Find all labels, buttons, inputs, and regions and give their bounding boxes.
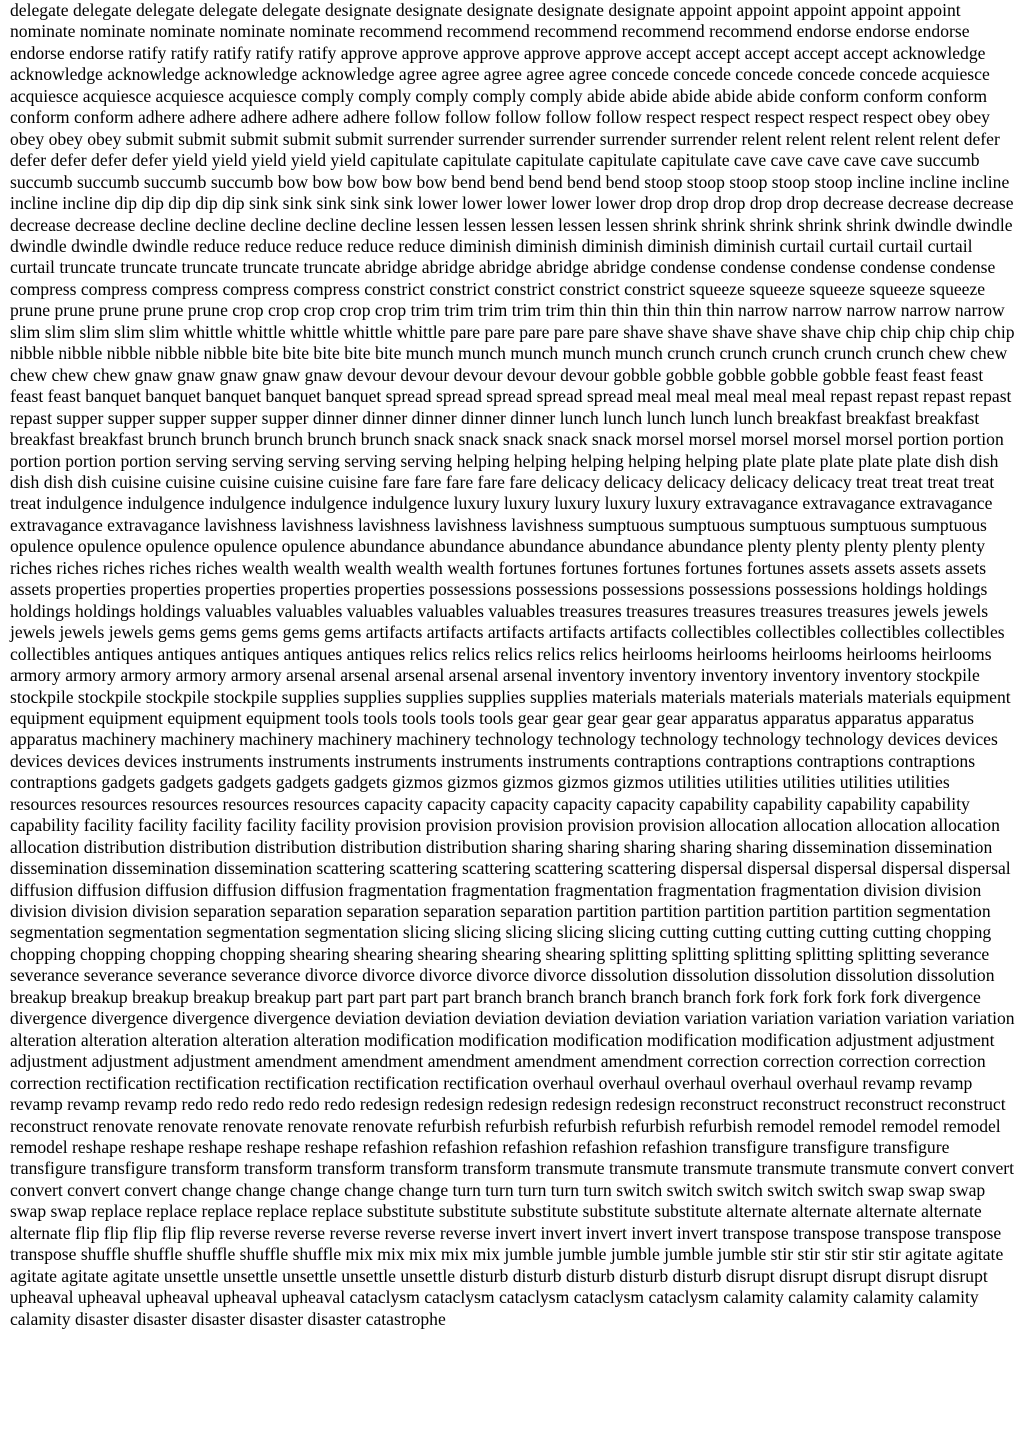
document-body-text: delegate delegate delegate delegate delegate designate designate designate designate designate appoint appoint appoint appoint appoint nominate nominate nominate nominate nominate recommend recommend recommend recommend recommend endorse endorse endorse endorse endorse ratify ratify ratify ratify ratify approve approve approve approve approve accept accept accept accept accept acknowledge acknowledge acknowledge acknowledge acknowledge agree agree agree agree agree concede concede concede concede concede acquiesce acquiesce acquiesce acquiesce acquiesce comply comply comply comply comply abide abide abide abide abide conform conform conform conform conform adhere adhere adhere adhere adhere follow follow follow follow follow respect respect respect respect respect obey obey obey obey obey submit submit submit submit submit surrender surrender surrender surrender surrender relent relent relent relent relent defer defer defer defer defer yield yield yield yield yield capitulate capitulate capitulate capitulate capitulate cave cave cave cave cave succumb succumb succumb succumb succumb bow bow bow bow bow bend bend bend bend bend stoop stoop stoop stoop stoop incline incline incline incline incline dip dip dip dip dip sink sink sink sink sink lower lower lower lower lower drop drop drop drop drop decrease decrease decrease decrease decrease decline decline decline decline decline lessen lessen lessen lessen lessen shrink shrink shrink shrink shrink dwindle dwindle dwindle dwindle dwindle reduce reduce reduce reduce reduce diminish diminish diminish diminish diminish curtail curtail curtail curtail curtail truncate truncate truncate truncate truncate abridge abridge abridge abridge abridge condense condense condense condense condense compress compress compress compress compress constrict constrict constrict constrict constrict squeeze squeeze squeeze squeeze squeeze prune prune prune prune prune crop crop crop crop crop trim trim trim trim trim thin thin thin thin thin narrow narrow narrow narrow narrow slim slim slim slim slim whittle whittle whittle whittle whittle pare pare pare pare pare shave shave shave shave shave chip chip chip chip chip nibble nibble nibble nibble nibble bite bite bite bite bite munch munch munch munch munch crunch crunch crunch crunch crunch chew chew chew chew chew gnaw gnaw gnaw gnaw gnaw devour devour devour devour devour gobble gobble gobble gobble gobble feast feast feast feast feast banquet banquet banquet banquet banquet spread spread spread spread spread meal meal meal meal meal repast repast repast repast repast supper supper supper supper supper dinner dinner dinner dinner dinner lunch lunch lunch lunch lunch breakfast breakfast breakfast breakfast breakfast brunch brunch brunch brunch brunch snack snack snack snack snack morsel morsel morsel morsel morsel portion portion portion portion portion serving serving serving serving serving helping helping helping helping helping plate plate plate plate plate dish dish dish dish dish cuisine cuisine cuisine cuisine cuisine fare fare fare fare fare delicacy delicacy delicacy delicacy delicacy treat treat treat treat treat indulgence indulgence indulgence indulgence indulgence luxury luxury luxury luxury luxury extravagance extravagance extravagance extravagance extravagance lavishness lavishness lavishness lavishness lavishness sumptuous sumptuous sumptuous sumptuous sumptuous opulence opulence opulence opulence opulence abundance abundance abundance abundance abundance plenty plenty plenty plenty plenty riches riches riches riches riches wealth wealth wealth wealth wealth fortunes fortunes fortunes fortunes fortunes assets assets assets assets assets properties properties properties properties properties possessions possessions possessions possessions possessions holdings holdings holdings holdings holdings valuables valuables valuables valuables valuables treasures treasures treasures treasures treasures jewels jewels jewels jewels jewels gems gems gems gems gems artifacts artifacts artifacts artifacts artifacts collectibles collectibles collectibles collectibles collectibles antiques antiques antiques antiques antiques relics relics relics relics relics heirlooms heirlooms heirlooms heirlooms heirlooms armory armory armory armory armory arsenal arsenal arsenal arsenal arsenal inventory inventory inventory inventory inventory stockpile stockpile stockpile stockpile stockpile supplies supplies supplies supplies supplies materials materials materials materials materials equipment equipment equipment equipment equipment tools tools tools tools tools gear gear gear gear gear apparatus apparatus apparatus apparatus apparatus machinery machinery machinery machinery machinery technology technology technology technology technology devices devices devices devices devices instruments instruments instruments instruments instruments contraptions contraptions contraptions contraptions contraptions gadgets gadgets gadgets gadgets gadgets gizmos gizmos gizmos gizmos gizmos utilities utilities utilities utilities utilities resources resources resources resources resources capacity capacity capacity capacity capacity capability capability capability capability capability facility facility facility facility facility provision provision provision provision provision allocation allocation allocation allocation allocation distribution distribution distribution distribution distribution sharing sharing sharing sharing sharing dissemination dissemination dissemination dissemination dissemination scattering scattering scattering scattering scattering dispersal dispersal dispersal dispersal dispersal diffusion diffusion diffusion diffusion diffusion fragmentation fragmentation fragmentation fragmentation fragmentation division division division division division separation separation separation separation separation partition partition partition partition partition segmentation segmentation segmentation segmentation segmentation slicing slicing slicing slicing slicing cutting cutting cutting cutting cutting chopping chopping chopping chopping chopping shearing shearing shearing shearing shearing splitting splitting splitting splitting splitting severance severance severance severance severance divorce divorce divorce divorce divorce dissolution dissolution dissolution dissolution dissolution breakup breakup breakup breakup breakup part part part part part branch branch branch branch branch fork fork fork fork fork divergence divergence divergence divergence divergence deviation deviation deviation deviation deviation variation variation variation variation variation alteration alteration alteration alteration alteration modification modification modification modification modification adjustment adjustment adjustment adjustment adjustment amendment amendment amendment amendment amendment correction correction correction correction correction rectification rectification rectification rectification rectification overhaul overhaul overhaul overhaul overhaul revamp revamp revamp revamp revamp redo redo redo redo redo redesign redesign redesign redesign redesign reconstruct reconstruct reconstruct reconstruct reconstruct renovate renovate renovate renovate renovate refurbish refurbish refurbish refurbish refurbish remodel remodel remodel remodel remodel reshape reshape reshape reshape reshape refashion refashion refashion refashion refashion transfigure transfigure transfigure transfigure transfigure transform transform transform transform transform transmute transmute transmute transmute transmute convert convert convert convert convert change change change change change turn turn turn turn turn switch switch switch switch switch swap swap swap swap swap replace replace replace replace replace substitute substitute substitute substitute substitute alternate alternate alternate alternate alternate flip flip flip flip flip reverse reverse reverse reverse reverse invert invert invert invert invert transpose transpose transpose transpose transpose shuffle shuffle shuffle shuffle shuffle mix mix mix mix mix jumble jumble jumble jumble jumble stir stir stir stir stir agitate agitate agitate agitate agitate unsettle unsettle unsettle unsettle unsettle disturb disturb disturb disturb disturb disrupt disrupt disrupt disrupt disrupt upheaval upheaval upheaval upheaval upheaval cataclysm cataclysm cataclysm cataclysm cataclysm calamity calamity calamity calamity calamity disaster disaster disaster disaster disaster catastrophe [10,0,1015,1329]
